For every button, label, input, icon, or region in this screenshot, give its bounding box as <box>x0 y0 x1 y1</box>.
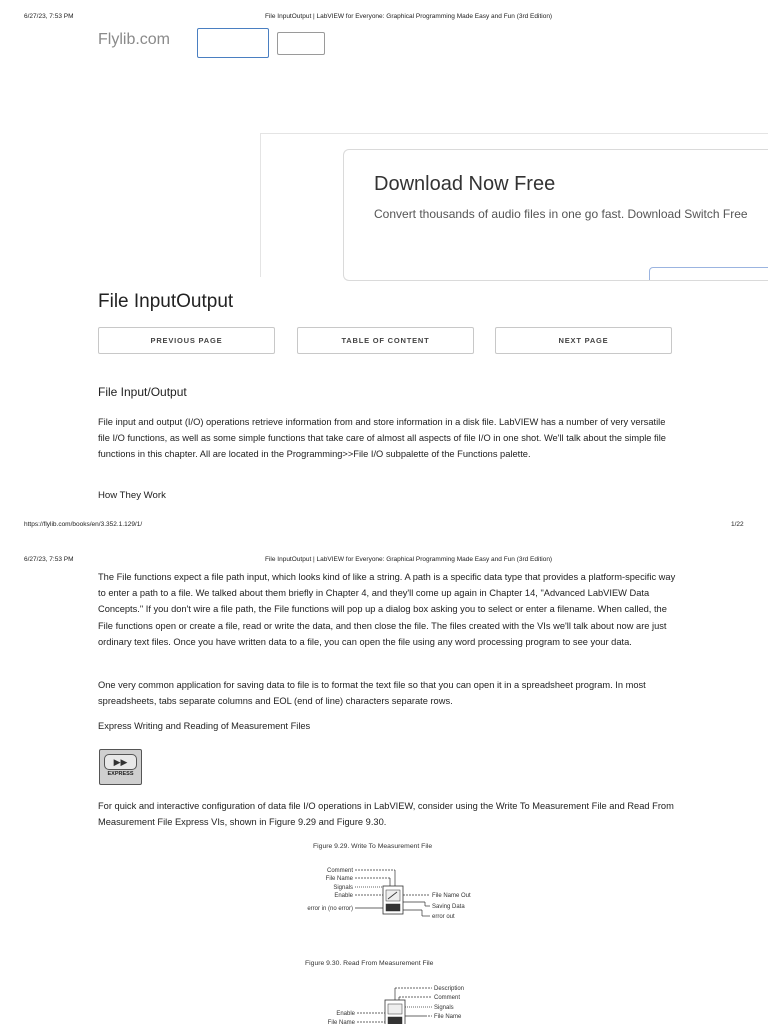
express-heading: Express Writing and Reading of Measurement Files <box>98 721 311 731</box>
next-page-button[interactable]: NEXT PAGE <box>495 327 672 354</box>
ad-download-button[interactable] <box>649 267 768 281</box>
ad-banner[interactable] <box>260 133 768 277</box>
search-button[interactable] <box>277 32 325 55</box>
fig1-out-error-out: error out <box>432 914 455 920</box>
figure-9-29-caption: Figure 9.29. Write To Measurement File <box>313 843 433 850</box>
fig1-in-signals: Signals <box>333 885 353 891</box>
fig1-in-comment: Comment <box>326 868 353 874</box>
fig1-in-file-name: File Name <box>325 876 353 882</box>
paragraph-file-functions: The File functions expect a file path input, which looks kind of like a string. A path is a specific data type that provides a platform-specific way to enter a path to a file. We talked about them briefly in Chapter 4, and they'll come up again in Chapter 14, "Advanced LabVIEW Data Concepts." If you don't wire a file path, the File functions will pop up a dialog box asking you to select or enter a filename. When called, the File functions open or create a file, read or write the data, and then close the file. The files created with the VIs we'll talk about now are just ordinary text files. Once you have written data to a file, you can open the file using any word processing program to see your data. <box>98 572 676 647</box>
print-timestamp: 6/27/23, 7:53 PM <box>24 13 74 20</box>
print-doc-title-2: File InputOutput | LabVIEW for Everyone: Graphical Programming Made Easy and Fun (3rd Edition) <box>265 556 553 563</box>
ad-card[interactable] <box>343 149 768 281</box>
table-of-content-button[interactable]: TABLE OF CONTENT <box>297 327 474 354</box>
fig1-in-enable: Enable <box>334 893 353 899</box>
intro-paragraph: File input and output (I/O) operations retrieve information from and store information in a disk file. LabVIEW has a number of very versatile file I/O functions, as well as some simple functions that take care of almost all aspects of file I/O in one shot. We'll talk about the simple file functions in this chapter. All are located in the Programming>>File I/O subpalette of the Functions palette. <box>98 417 666 460</box>
write-to-measurement-file-diagram <box>275 860 495 924</box>
fast-forward-icon: ▶▶ <box>104 754 137 770</box>
fig2-out-signals: Signals <box>434 1005 454 1011</box>
page-title: File InputOutput <box>98 291 234 312</box>
print-doc-title: File InputOutput | LabVIEW for Everyone: Graphical Programming Made Easy and Fun (3rd Edition) <box>265 13 553 20</box>
fig2-in-enable: Enable <box>336 1011 355 1017</box>
fig2-out-description: Description <box>434 986 465 992</box>
site-logo[interactable]: Flylib.com <box>98 31 171 48</box>
ad-subtitle[interactable]: Convert thousands of audio files in one go fast. Download Switch Free <box>374 207 748 221</box>
express-vi-icon <box>99 749 142 785</box>
express-icon-label: EXPRESS <box>107 771 134 777</box>
ad-title[interactable]: Download Now Free <box>374 173 556 195</box>
fig1-in-error-in: error in (no error) <box>307 906 353 912</box>
paragraph-express-vis: For quick and interactive configuration of data file I/O operations in LabVIEW, consider using the Write To Measurement File and Read From Measurement File Express VIs, shown in Figure 9.29 and Figure 9.30. <box>98 801 674 828</box>
fig2-out-file-name: File Name <box>434 1014 462 1020</box>
fig2-out-comment: Comment <box>434 995 461 1001</box>
search-input[interactable] <box>197 28 269 58</box>
print-url: https://flylib.com/books/en/3.352.1.129/1/ <box>24 521 143 528</box>
figure-9-30-caption: Figure 9.30. Read From Measurement File <box>305 960 434 967</box>
fig1-out-saving-data: Saving Data <box>432 904 465 910</box>
subheading-how-they-work: How They Work <box>98 490 166 501</box>
read-from-measurement-file-diagram <box>275 980 495 1024</box>
print-timestamp-2: 6/27/23, 7:53 PM <box>24 556 74 563</box>
section-heading: File Input/Output <box>98 385 187 399</box>
fig1-out-file-name-out: File Name Out <box>432 893 471 899</box>
print-page-count: 1/22 <box>731 521 744 528</box>
fig2-in-file-name: File Name <box>327 1020 355 1024</box>
previous-page-button[interactable]: PREVIOUS PAGE <box>98 327 275 354</box>
paragraph-spreadsheet: One very common application for saving data to file is to format the text file so that you can open it in a spreadsheet program. In most spreadsheets, tabs separate columns and EOL (end of line) characters separate rows. <box>98 680 646 707</box>
